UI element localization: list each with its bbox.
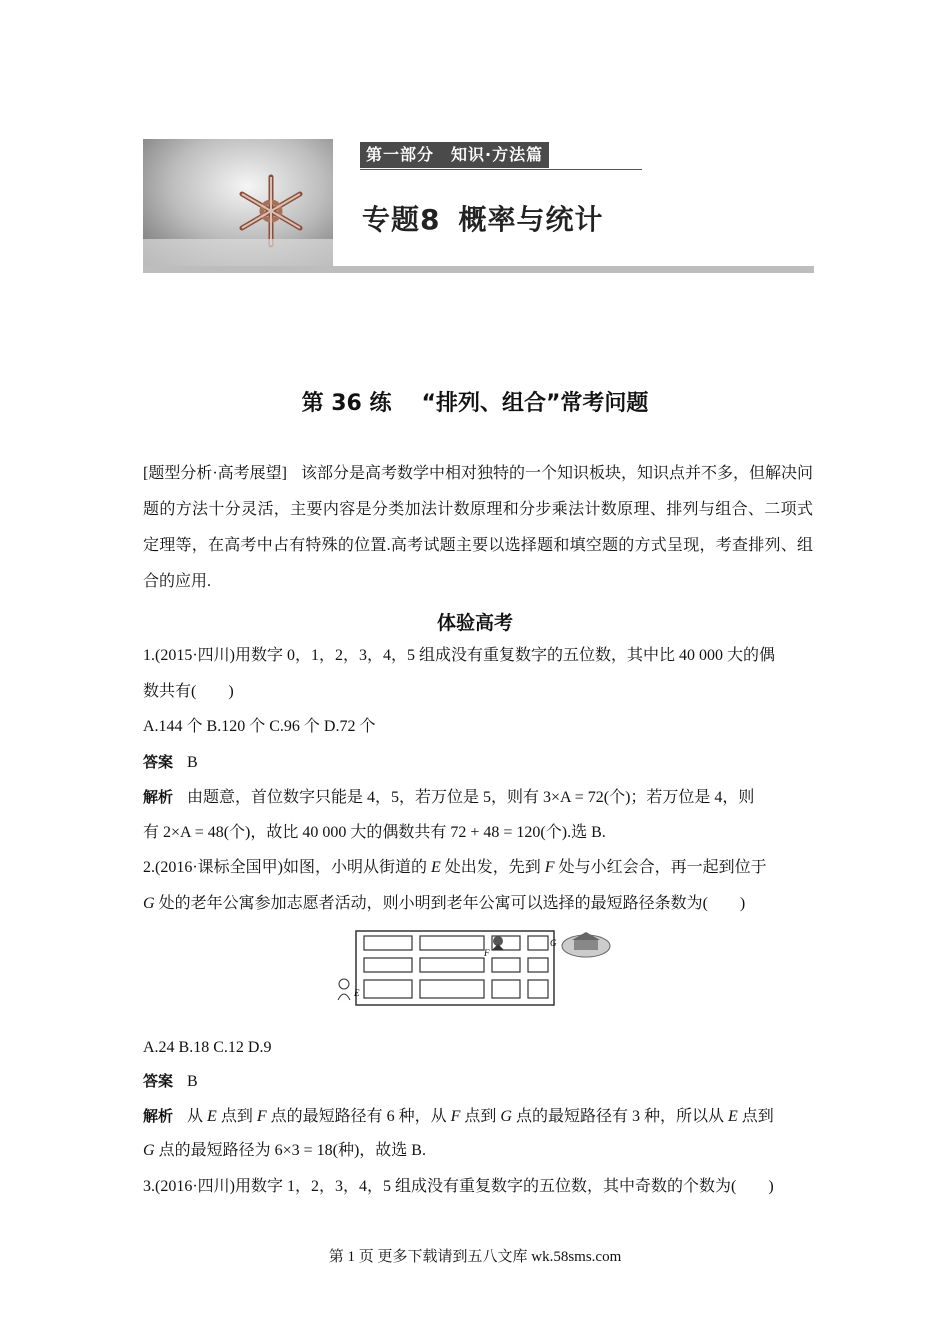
q2-an-a: 从 bbox=[187, 1108, 208, 1125]
lesson-number: 第 36 练 bbox=[301, 391, 392, 416]
intro-paragraph bbox=[143, 456, 813, 600]
q2-options: A.24 B.18 C.12 D.9 bbox=[143, 1039, 272, 1056]
q2-an-b: 点到 bbox=[216, 1108, 257, 1125]
topic-title bbox=[362, 198, 604, 238]
q1-answer-value: B bbox=[187, 754, 198, 771]
banner-bar bbox=[143, 266, 814, 273]
q2-answer bbox=[143, 1070, 198, 1093]
q2-point-e: E bbox=[431, 859, 441, 876]
part-label: 第一部分 知识·方法篇 bbox=[360, 142, 549, 168]
banner-snowflake-image bbox=[143, 139, 333, 273]
q2-an-d: 点到 bbox=[460, 1108, 501, 1125]
intro-tag: [题型分析·高考展望] bbox=[143, 465, 287, 482]
q2-an-f2: F bbox=[450, 1108, 461, 1125]
q2-stem-line2 bbox=[143, 893, 745, 915]
lesson-title bbox=[0, 386, 950, 417]
q2-an-g1: G bbox=[500, 1108, 512, 1125]
page-footer: 第 1 页 更多下载请到五八文库 wk.58sms.com bbox=[328, 1249, 622, 1265]
q1-analysis-text1: 由题意，首位数字只能是 4，5，若万位是 5，则有 3×A = 72(个)；若万位是 4，则 bbox=[187, 789, 755, 806]
street-blocks bbox=[364, 936, 548, 998]
q2-an-f1: F bbox=[256, 1108, 267, 1125]
q1-stem-line1: 1.(2015·四川)用数字 0，1，2，3，4，5 组成没有重复数字的五位数，其中比 40 000 大的偶 bbox=[143, 647, 775, 664]
label-e: E bbox=[354, 988, 360, 998]
q2-analysis-line1 bbox=[143, 1105, 774, 1128]
q1-analysis-label: 解析 bbox=[143, 788, 174, 806]
q2-answer-value: B bbox=[187, 1073, 198, 1090]
topic-name: 概率与统计 bbox=[458, 203, 604, 236]
person-e-icon bbox=[338, 979, 350, 1000]
q2-point-f: F bbox=[544, 859, 555, 876]
building-g-icon bbox=[562, 932, 610, 957]
snowflake-icon bbox=[143, 139, 333, 273]
q1-options: A.144 个 B.120 个 C.96 个 D.72 个 bbox=[143, 718, 376, 735]
q2-an-e2: E bbox=[728, 1108, 738, 1125]
q2-an-e1: E bbox=[207, 1108, 217, 1125]
q2-text-a: 2.(2016·课标全国甲)如图，小明从街道的 bbox=[143, 859, 431, 876]
q2-text-d: 处的老年公寓参加志愿者活动，则小明到老年公寓可以选择的最短路径条数为( ) bbox=[154, 895, 746, 912]
label-g: G bbox=[550, 938, 557, 948]
q1-stem-line2: 数共有( ) bbox=[143, 683, 234, 700]
q1-answer bbox=[143, 751, 198, 774]
q2-an-c: 点的最短路径有 6 种，从 bbox=[266, 1108, 451, 1125]
q3-stem-line1: 3.(2016·四川)用数字 1，2，3，4，5 组成没有重复数字的五位数，其中奇数的个数为( ) bbox=[143, 1178, 774, 1195]
q2-point-g: G bbox=[143, 895, 155, 912]
q2-text-c: 处与小红会合，再一起到位于 bbox=[554, 859, 767, 876]
q2-answer-label: 答案 bbox=[143, 1072, 174, 1090]
q2-an-text2: 点的最短路径为 6×3 = 18(种)，故选 B. bbox=[154, 1142, 426, 1159]
q1-answer-label: 答案 bbox=[143, 753, 174, 771]
q2-text-b: 处出发，先到 bbox=[440, 859, 545, 876]
q2-an-g2: G bbox=[143, 1142, 155, 1159]
intro-text: 该部分是高考数学中相对独特的一个知识板块，知识点并不多，但解决问题的方法十分灵活，主要内容是分类加法计数原理和分步乘法计数原理、排列与组合、二项式定理等，在高考中占有特殊的位置.高考试题主要以选择题和填空题的方式呈现，考查排列、组合的应用. bbox=[143, 465, 814, 590]
section-title: 体验高考 bbox=[436, 612, 513, 634]
q2-analysis-line2 bbox=[143, 1140, 426, 1162]
q1-analysis-line1 bbox=[143, 786, 754, 809]
q2-an-f: 点到 bbox=[737, 1108, 774, 1125]
street-grid-figure bbox=[334, 928, 614, 1008]
part-rule bbox=[360, 169, 642, 170]
lesson-name: “排列、组合”常考问题 bbox=[421, 391, 649, 416]
q2-analysis-label: 解析 bbox=[143, 1107, 174, 1125]
q2-stem-line1 bbox=[143, 857, 767, 879]
q1-analysis-line2: 有 2×A = 48(个)，故比 40 000 大的偶数共有 72 + 48 = 120(个).选 B. bbox=[143, 824, 606, 841]
q2-an-e: 点的最短路径有 3 种，所以从 bbox=[511, 1108, 728, 1125]
label-f: F bbox=[484, 948, 490, 958]
topic-number: 专题8 bbox=[362, 203, 441, 236]
